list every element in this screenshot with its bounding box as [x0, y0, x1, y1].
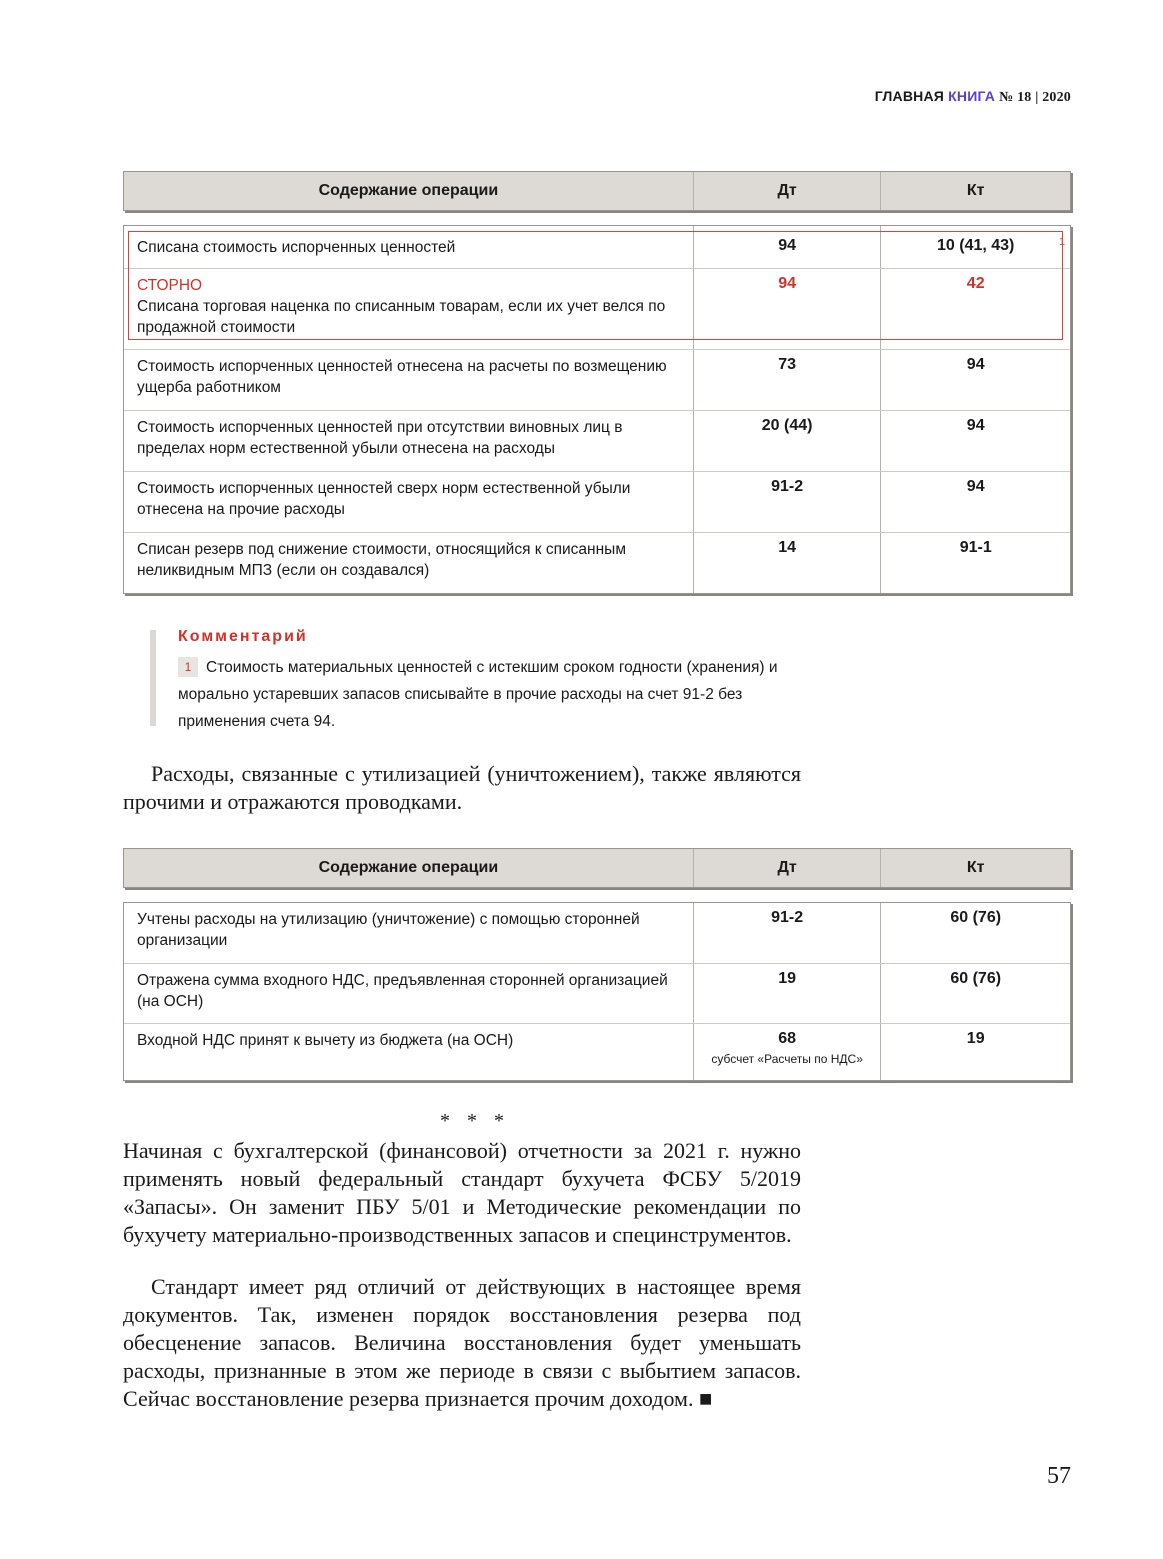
operation-cell: Стоимость испорченных ценностей сверх норм естественной убыли отнесена на прочие расходы: [124, 472, 694, 532]
credit-cell: 10 (41, 43): [937, 237, 1015, 254]
debit-cell: 91-2: [694, 903, 882, 963]
operation-text: Списана торговая наценка по списанным товарам, если их учет велся по продажной стоимости: [137, 298, 666, 336]
debit-cell: 94: [694, 226, 882, 268]
operation-cell: Учтены расходы на утилизацию (уничтожение) с помощью сторонней организации: [124, 903, 694, 963]
comment-text: [178, 654, 818, 735]
debit-cell: [694, 1024, 882, 1080]
debit-cell: 73: [694, 350, 882, 410]
column-header-operation: Содержание операции: [124, 849, 694, 887]
operation-cell: [124, 269, 694, 349]
table-header: [123, 171, 1071, 211]
brand-name-accent: КНИГА: [948, 88, 996, 104]
paragraph-new-standard: Начиная с бухгалтерской (финансовой) отчетности за 2021 г. нужно применять новый федеральный стандарт бухучета ФСБУ 5/2019 «Запасы». Он заменит ПБУ 5/01 и Методические рекомендации по бухучету материально-производственных запасов и специнструментов.: [123, 1138, 801, 1247]
brand-name: ГЛАВНАЯ: [874, 88, 945, 104]
table-row: [124, 471, 1070, 532]
operation-cell: Стоимость испорченных ценностей отнесена на расчеты по возмещению ущерба работником: [124, 350, 694, 410]
operation-cell: Входной НДС принят к вычету из бюджета (на ОСН): [124, 1024, 694, 1080]
postings-table-2: [123, 848, 1071, 1081]
credit-cell: 94: [966, 417, 985, 434]
table-body: [123, 225, 1071, 594]
column-header-debit: Дт: [694, 172, 882, 210]
column-header-credit: Кт: [966, 182, 985, 199]
table-row: [124, 349, 1070, 410]
column-header-operation: Содержание операции: [124, 172, 694, 210]
comment-sidebar-bar: [150, 630, 156, 726]
credit-cell: 42: [966, 275, 985, 292]
table-row: [124, 268, 1070, 349]
subaccount-note: субсчет «Расчеты по НДС»: [711, 1052, 863, 1066]
comment-reference-marker: 1: [1059, 236, 1066, 248]
credit-cell: 94: [966, 356, 985, 373]
table-body: [123, 902, 1071, 1081]
table-row: [124, 963, 1070, 1023]
section-separator: * * *: [440, 1110, 510, 1132]
column-header-debit: Дт: [694, 849, 882, 887]
operation-cell: Стоимость испорченных ценностей при отсутствии виновных лиц в пределах норм естественной убыли отнесена на расходы: [124, 411, 694, 471]
credit-cell: 60 (76): [950, 909, 1002, 926]
table-row: [124, 903, 1070, 963]
storno-label: СТОРНО: [137, 277, 203, 294]
issue-number: № 18 | 2020: [999, 90, 1071, 105]
debit-value: 68: [778, 1030, 796, 1047]
comment-body: Стоимость материальных ценностей с истекшим сроком годности (хранения) и морально устаревших запасов списывайте в прочие расходы на счет 91-2 без применения счета 94.: [178, 659, 778, 730]
table-row: [124, 532, 1070, 593]
table-header: [123, 848, 1071, 888]
debit-cell: 91-2: [694, 472, 882, 532]
comment-title: Комментарий: [178, 628, 308, 645]
credit-cell: 91-1: [959, 539, 992, 556]
operation-cell: Списана стоимость испорченных ценностей: [124, 226, 694, 268]
debit-cell: 20 (44): [694, 411, 882, 471]
table-row: [124, 1023, 1070, 1080]
comment-number-badge: 1: [178, 657, 198, 677]
credit-cell: 19: [966, 1030, 985, 1047]
page-number: 57: [1047, 1463, 1071, 1489]
postings-table-1: [123, 171, 1071, 594]
paragraph-differences: Стандарт имеет ряд отличий от действующих в настоящее время документов. Так, изменен порядок восстановления резерва под обесценение запасов. Величина восстановления будет уменьшать расходы, признанные в этом же периоде в связи с выбытием запасов. Сейчас восстановление резерва признается прочим доходом. ■: [123, 1274, 801, 1411]
debit-cell: 94: [694, 269, 882, 349]
table-row: [124, 410, 1070, 471]
paragraph-utilization: Расходы, связанные с утилизацией (уничтожением), также являются прочими и отражаются проводками.: [123, 761, 801, 814]
operation-cell: Списан резерв под снижение стоимости, относящийся к списанным неликвидным МПЗ (если он создавался): [124, 533, 694, 593]
table-row: [124, 226, 1070, 268]
credit-cell: 60 (76): [950, 970, 1002, 987]
debit-cell: 19: [694, 964, 882, 1023]
running-header: [875, 88, 1071, 106]
operation-cell: Отражена сумма входного НДС, предъявленная сторонней организацией (на ОСН): [124, 964, 694, 1023]
credit-cell: 94: [966, 478, 985, 495]
debit-cell: 14: [694, 533, 882, 593]
column-header-credit: Кт: [966, 859, 985, 876]
